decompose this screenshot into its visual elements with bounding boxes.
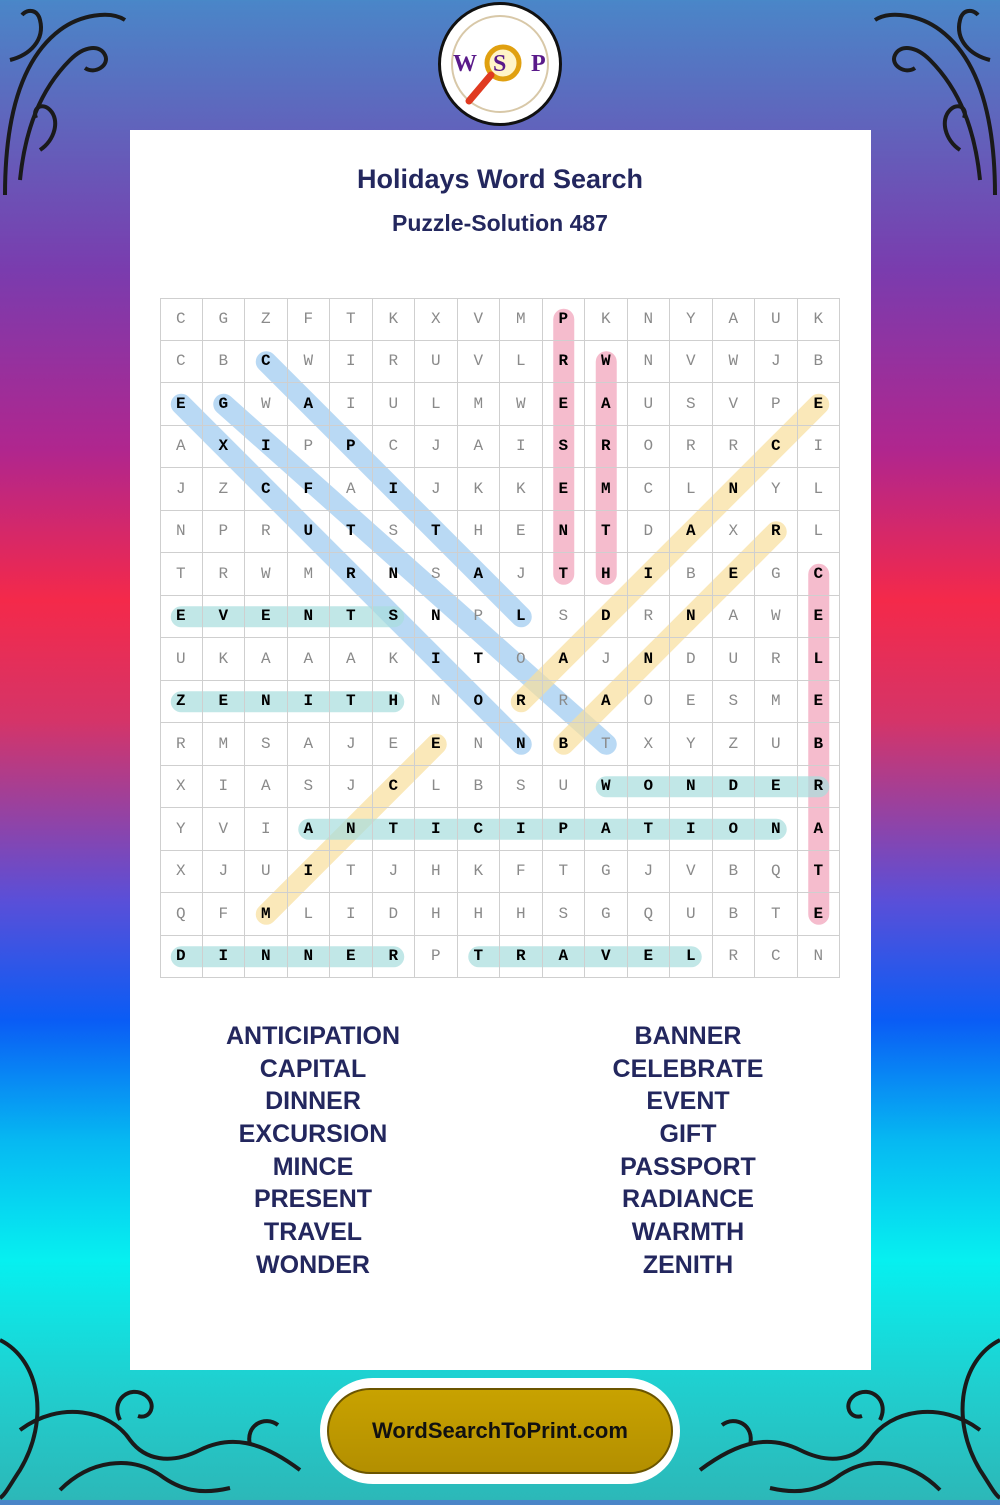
grid-cell[interactable]: P xyxy=(203,511,246,554)
grid-cell[interactable]: M xyxy=(203,723,246,766)
grid-cell[interactable]: N xyxy=(670,766,713,809)
grid-cell[interactable]: E xyxy=(373,723,416,766)
grid-cell[interactable]: S xyxy=(373,511,416,554)
word-list-right xyxy=(523,1020,853,1282)
grid-cell[interactable]: Q xyxy=(628,893,671,936)
grid-cell[interactable]: A xyxy=(288,638,331,681)
grid-cell[interactable]: U xyxy=(288,511,331,554)
grid-cell[interactable]: U xyxy=(755,723,798,766)
word-list-item: CELEBRATE xyxy=(612,1054,764,1083)
grid-cell[interactable]: R xyxy=(755,511,798,554)
grid-cell[interactable]: T xyxy=(543,851,586,894)
logo-letter-p: P xyxy=(531,51,546,77)
wsp-logo[interactable] xyxy=(438,2,562,126)
grid-cell[interactable]: S xyxy=(543,596,586,639)
grid-cell[interactable]: P xyxy=(330,426,373,469)
grid-cell[interactable]: N xyxy=(798,936,841,979)
grid-cell[interactable]: V xyxy=(670,341,713,384)
grid-cell[interactable]: R xyxy=(330,553,373,596)
grid-cell[interactable]: Y xyxy=(755,468,798,511)
grid-cell[interactable]: M xyxy=(288,553,331,596)
grid-cell[interactable]: E xyxy=(543,383,586,426)
grid-cell[interactable]: N xyxy=(628,298,671,341)
grid-cell[interactable]: A xyxy=(160,426,203,469)
grid-cell[interactable]: Z xyxy=(203,468,246,511)
grid-cell[interactable]: I xyxy=(203,766,246,809)
grid-cell[interactable]: I xyxy=(373,468,416,511)
grid-cell[interactable]: E xyxy=(628,936,671,979)
grid-cell[interactable]: X xyxy=(628,723,671,766)
grid-cell[interactable]: E xyxy=(798,893,841,936)
grid-cell[interactable]: Z xyxy=(245,298,288,341)
logo-letter-s: S xyxy=(493,51,507,77)
grid-cell[interactable]: T xyxy=(330,511,373,554)
grid-cell[interactable]: H xyxy=(458,893,501,936)
grid-cell[interactable]: I xyxy=(670,808,713,851)
grid-cell[interactable]: T xyxy=(160,553,203,596)
grid-cell[interactable]: X xyxy=(160,851,203,894)
grid-cell[interactable]: N xyxy=(500,723,543,766)
grid-cell[interactable]: A xyxy=(585,681,628,724)
grid-cell[interactable]: R xyxy=(628,596,671,639)
grid-cell[interactable]: L xyxy=(798,468,841,511)
grid-cell[interactable]: X xyxy=(160,766,203,809)
grid-cell[interactable]: T xyxy=(415,511,458,554)
grid-cell[interactable]: K xyxy=(373,638,416,681)
grid-cell[interactable]: A xyxy=(798,808,841,851)
grid-cell[interactable]: Y xyxy=(670,298,713,341)
grid-cell[interactable]: E xyxy=(798,383,841,426)
grid-cell[interactable]: L xyxy=(670,936,713,979)
grid-cell[interactable]: X xyxy=(415,298,458,341)
grid-cell[interactable]: P xyxy=(458,596,501,639)
grid-cell[interactable]: B xyxy=(543,723,586,766)
grid-cell[interactable]: L xyxy=(670,468,713,511)
grid-cell[interactable]: I xyxy=(245,426,288,469)
grid-cell[interactable]: U xyxy=(373,383,416,426)
grid-cell[interactable]: R xyxy=(713,426,756,469)
grid-cell[interactable]: R xyxy=(373,936,416,979)
grid-cell[interactable]: D xyxy=(585,596,628,639)
grid-cell[interactable]: J xyxy=(203,851,246,894)
word-list-item: WONDER xyxy=(256,1250,370,1279)
grid-cell[interactable]: E xyxy=(500,511,543,554)
grid-cell[interactable]: E xyxy=(203,681,246,724)
grid-cell[interactable]: C xyxy=(755,936,798,979)
grid-cell[interactable]: A xyxy=(713,298,756,341)
grid-cell[interactable]: S xyxy=(713,681,756,724)
grid-cell[interactable]: B xyxy=(458,766,501,809)
grid-cell[interactable]: N xyxy=(415,596,458,639)
grid-cell[interactable]: V xyxy=(670,851,713,894)
grid-cell[interactable]: N xyxy=(628,341,671,384)
grid-cell[interactable]: N xyxy=(713,468,756,511)
grid-cell[interactable]: A xyxy=(288,723,331,766)
grid-cell[interactable]: W xyxy=(585,341,628,384)
grid-cell[interactable]: A xyxy=(543,638,586,681)
grid-cell[interactable]: N xyxy=(330,808,373,851)
grid-cell[interactable]: C xyxy=(245,341,288,384)
grid-cell[interactable]: V xyxy=(585,936,628,979)
grid-cell[interactable]: R xyxy=(203,553,246,596)
grid-cell[interactable]: R xyxy=(798,766,841,809)
grid-cell[interactable]: T xyxy=(755,893,798,936)
grid-cell[interactable]: E xyxy=(415,723,458,766)
grid-cell[interactable]: V xyxy=(203,808,246,851)
grid-cell[interactable]: A xyxy=(330,638,373,681)
grid-cell[interactable]: X xyxy=(203,426,246,469)
grid-cell[interactable]: G xyxy=(203,383,246,426)
grid-cell[interactable]: V xyxy=(713,383,756,426)
word-list-item: BANNER xyxy=(634,1022,742,1050)
grid-cell[interactable]: W xyxy=(713,341,756,384)
grid-cell[interactable]: I xyxy=(415,638,458,681)
grid-cell[interactable]: T xyxy=(330,851,373,894)
grid-cell[interactable]: A xyxy=(330,468,373,511)
grid-cell[interactable]: Z xyxy=(713,723,756,766)
grid-cell[interactable]: A xyxy=(288,383,331,426)
grid-cell[interactable]: K xyxy=(373,298,416,341)
grid-cell[interactable]: C xyxy=(373,426,416,469)
grid-cell[interactable]: G xyxy=(203,298,246,341)
grid-cell[interactable]: C xyxy=(798,553,841,596)
grid-cell[interactable]: C xyxy=(160,298,203,341)
grid-cell[interactable]: K xyxy=(585,298,628,341)
word-list-item: RADIANCE xyxy=(622,1185,754,1214)
grid-cell[interactable]: M xyxy=(458,383,501,426)
grid-cell[interactable]: I xyxy=(330,383,373,426)
grid-cell[interactable]: R xyxy=(543,681,586,724)
grid-cell[interactable]: I xyxy=(798,426,841,469)
grid-cell[interactable]: A xyxy=(543,936,586,979)
grid-cell[interactable]: J xyxy=(373,851,416,894)
grid-cell[interactable]: H xyxy=(585,553,628,596)
grid-cell[interactable]: I xyxy=(500,426,543,469)
grid-cell[interactable]: C xyxy=(458,808,501,851)
grid-cell[interactable]: J xyxy=(585,638,628,681)
grid-cell[interactable]: T xyxy=(585,511,628,554)
grid-cell[interactable]: J xyxy=(500,553,543,596)
grid-cell[interactable]: B xyxy=(798,723,841,766)
word-search-grid xyxy=(160,298,840,978)
grid-cell[interactable]: R xyxy=(373,341,416,384)
grid-cell[interactable]: S xyxy=(373,596,416,639)
grid-cell[interactable]: A xyxy=(458,553,501,596)
grid-cell[interactable]: T xyxy=(798,851,841,894)
grid-cell[interactable]: P xyxy=(543,298,586,341)
grid-cell[interactable]: E xyxy=(670,681,713,724)
grid-cell[interactable]: I xyxy=(500,808,543,851)
grid-cell[interactable]: S xyxy=(415,553,458,596)
grid-cell[interactable]: B xyxy=(713,893,756,936)
grid-cell[interactable]: N xyxy=(160,511,203,554)
word-list-item: ZENITH xyxy=(642,1250,734,1279)
grid-cell[interactable]: N xyxy=(543,511,586,554)
grid-cell[interactable]: A xyxy=(245,766,288,809)
grid-cell[interactable]: L xyxy=(500,341,543,384)
grid-cell[interactable]: A xyxy=(713,596,756,639)
grid-cell[interactable]: S xyxy=(500,766,543,809)
grid-cell[interactable]: E xyxy=(330,936,373,979)
grid-cell[interactable]: R xyxy=(160,723,203,766)
grid-cell[interactable]: L xyxy=(415,383,458,426)
grid-cell[interactable]: K xyxy=(500,468,543,511)
grid-cell[interactable]: Z xyxy=(160,681,203,724)
grid-cell[interactable]: D xyxy=(670,638,713,681)
grid-cell[interactable]: T xyxy=(330,596,373,639)
grid-cell[interactable]: W xyxy=(245,383,288,426)
word-list-item: EXCURSION xyxy=(238,1120,388,1149)
grid-cell[interactable]: C xyxy=(373,766,416,809)
grid-cell[interactable]: E xyxy=(713,553,756,596)
grid-cell[interactable]: H xyxy=(415,893,458,936)
grid-cell[interactable]: C xyxy=(245,468,288,511)
grid-cell[interactable]: N xyxy=(458,723,501,766)
grid-cell[interactable]: A xyxy=(670,511,713,554)
grid-cell[interactable]: J xyxy=(330,766,373,809)
grid-cell[interactable]: G xyxy=(755,553,798,596)
grid-cell[interactable]: R xyxy=(500,681,543,724)
grid-cell[interactable]: F xyxy=(288,468,331,511)
word-list-item: PRESENT xyxy=(253,1185,373,1214)
grid-cell[interactable]: S xyxy=(543,426,586,469)
grid-cell[interactable]: Y xyxy=(670,723,713,766)
grid-cell[interactable]: D xyxy=(160,936,203,979)
grid-cell[interactable]: B xyxy=(798,341,841,384)
grid-cell[interactable]: D xyxy=(713,766,756,809)
grid-cell[interactable]: O xyxy=(628,766,671,809)
grid-cell[interactable]: R xyxy=(585,426,628,469)
grid-cell[interactable]: M xyxy=(585,468,628,511)
grid-cell[interactable]: B xyxy=(670,553,713,596)
grid-cell[interactable]: C xyxy=(160,341,203,384)
grid-cell[interactable]: O xyxy=(628,681,671,724)
grid-cell[interactable]: W xyxy=(245,553,288,596)
grid-cell[interactable]: N xyxy=(755,808,798,851)
grid-cell[interactable]: E xyxy=(160,596,203,639)
grid-cell[interactable]: M xyxy=(500,298,543,341)
grid-cell[interactable]: K xyxy=(203,638,246,681)
grid-cell[interactable]: L xyxy=(288,893,331,936)
grid-cell[interactable]: N xyxy=(415,681,458,724)
grid-cell[interactable]: F xyxy=(288,298,331,341)
grid-cell[interactable]: H xyxy=(373,681,416,724)
grid-cell[interactable]: T xyxy=(330,681,373,724)
grid-cell[interactable]: I xyxy=(330,341,373,384)
grid-cell[interactable]: A xyxy=(288,808,331,851)
grid-cell[interactable]: J xyxy=(415,468,458,511)
grid-cell[interactable]: V xyxy=(458,341,501,384)
grid-cell[interactable]: N xyxy=(288,936,331,979)
grid-cell[interactable]: J xyxy=(415,426,458,469)
grid-cell[interactable]: T xyxy=(458,936,501,979)
grid-cell[interactable]: R xyxy=(500,936,543,979)
grid-cell[interactable]: J xyxy=(628,851,671,894)
logo-letter-w: W xyxy=(453,51,477,77)
grid-cell[interactable]: E xyxy=(798,681,841,724)
word-list-item: ANTICIPATION xyxy=(225,1022,401,1050)
grid-cell[interactable]: D xyxy=(628,511,671,554)
grid-cell[interactable]: M xyxy=(245,893,288,936)
grid-cell[interactable]: T xyxy=(458,638,501,681)
grid-cell[interactable]: A xyxy=(245,638,288,681)
grid-cell[interactable]: U xyxy=(670,893,713,936)
word-list-item: GIFT xyxy=(659,1120,717,1149)
grid-cell[interactable]: O xyxy=(500,638,543,681)
grid-cell[interactable]: Q xyxy=(755,851,798,894)
grid-cell[interactable]: U xyxy=(713,638,756,681)
grid-cell[interactable]: B xyxy=(713,851,756,894)
grid-cell[interactable]: N xyxy=(245,681,288,724)
word-list-item: TRAVEL xyxy=(263,1218,363,1247)
grid-cell[interactable]: W xyxy=(755,596,798,639)
page-subtitle: Puzzle-Solution 487 xyxy=(392,210,608,236)
grid-cell[interactable]: V xyxy=(458,298,501,341)
grid-cell[interactable]: S xyxy=(245,723,288,766)
grid-cell[interactable]: I xyxy=(245,808,288,851)
grid-cell[interactable]: T xyxy=(628,808,671,851)
grid-cell[interactable]: W xyxy=(288,341,331,384)
grid-cell[interactable]: W xyxy=(500,383,543,426)
grid-cell[interactable]: U xyxy=(543,766,586,809)
grid-cell[interactable]: U xyxy=(628,383,671,426)
grid-cell[interactable]: R xyxy=(670,426,713,469)
grid-cell[interactable]: I xyxy=(288,681,331,724)
grid-cell[interactable]: E xyxy=(543,468,586,511)
grid-cell[interactable]: Y xyxy=(160,808,203,851)
grid-cell[interactable]: T xyxy=(543,553,586,596)
grid-cell[interactable]: U xyxy=(245,851,288,894)
grid-cell[interactable]: E xyxy=(245,596,288,639)
grid-cell[interactable]: R xyxy=(713,936,756,979)
grid-cell[interactable]: R xyxy=(245,511,288,554)
grid-cell[interactable]: C xyxy=(755,426,798,469)
grid-cell[interactable]: V xyxy=(203,596,246,639)
grid-cell[interactable]: I xyxy=(415,808,458,851)
grid-cell[interactable]: I xyxy=(288,851,331,894)
grid-cell[interactable]: B xyxy=(203,341,246,384)
grid-cell[interactable]: G xyxy=(585,893,628,936)
grid-cell[interactable]: H xyxy=(458,511,501,554)
grid-cell[interactable]: J xyxy=(755,341,798,384)
word-list-item: EVENT xyxy=(646,1087,730,1116)
grid-cell[interactable]: I xyxy=(330,893,373,936)
grid-cell[interactable]: T xyxy=(330,298,373,341)
grid-cell[interactable]: L xyxy=(798,638,841,681)
grid-cell[interactable]: S xyxy=(288,766,331,809)
grid-cell[interactable]: E xyxy=(160,383,203,426)
word-list-left xyxy=(148,1020,478,1282)
page-title: Holidays Word Search xyxy=(356,164,644,194)
grid-cell[interactable]: T xyxy=(585,723,628,766)
grid-cell[interactable]: L xyxy=(500,596,543,639)
grid-cell[interactable]: C xyxy=(628,468,671,511)
grid-cell[interactable]: D xyxy=(373,893,416,936)
grid-cell[interactable]: S xyxy=(543,893,586,936)
grid-cell[interactable]: T xyxy=(373,808,416,851)
grid-cell[interactable]: F xyxy=(500,851,543,894)
grid-cell[interactable]: N xyxy=(245,936,288,979)
grid-cell[interactable]: N xyxy=(628,638,671,681)
grid-cell[interactable]: N xyxy=(373,553,416,596)
site-url: WordSearchToPrint.com xyxy=(372,1418,628,1443)
grid-cell[interactable]: L xyxy=(798,511,841,554)
word-list-item: WARMTH xyxy=(631,1218,745,1247)
grid-cell[interactable]: E xyxy=(755,766,798,809)
grid-cell[interactable]: P xyxy=(755,383,798,426)
site-banner[interactable] xyxy=(320,1378,680,1484)
grid-cell[interactable]: K xyxy=(458,851,501,894)
grid-cell[interactable]: P xyxy=(288,426,331,469)
grid-cell[interactable]: I xyxy=(203,936,246,979)
grid-cell[interactable]: G xyxy=(585,851,628,894)
word-list-item: PASSPORT xyxy=(620,1152,756,1181)
grid-cell[interactable]: O xyxy=(628,426,671,469)
grid-cell[interactable]: I xyxy=(628,553,671,596)
grid-cell[interactable]: R xyxy=(755,638,798,681)
grid-cell[interactable]: F xyxy=(203,893,246,936)
grid-cell[interactable]: A xyxy=(585,808,628,851)
grid-cell[interactable]: A xyxy=(585,383,628,426)
word-list-item: DINNER xyxy=(265,1087,361,1116)
grid-cell[interactable]: E xyxy=(798,596,841,639)
grid-cell[interactable]: U xyxy=(160,638,203,681)
grid-cell[interactable]: W xyxy=(585,766,628,809)
grid-cell[interactable]: P xyxy=(415,936,458,979)
word-list-item: MINCE xyxy=(272,1152,354,1181)
grid-cell[interactable]: R xyxy=(543,341,586,384)
word-list-item: CAPITAL xyxy=(259,1054,367,1083)
grid-cell[interactable]: J xyxy=(160,468,203,511)
grid-cell[interactable]: O xyxy=(713,808,756,851)
grid-cell[interactable]: N xyxy=(670,596,713,639)
grid-cell[interactable]: M xyxy=(755,681,798,724)
grid-cell[interactable]: U xyxy=(415,341,458,384)
grid-cell[interactable]: L xyxy=(415,766,458,809)
grid-cell[interactable]: K xyxy=(458,468,501,511)
grid-cell[interactable]: H xyxy=(415,851,458,894)
grid-cell[interactable]: A xyxy=(458,426,501,469)
site-banner-plate xyxy=(327,1388,673,1474)
grid-cell[interactable]: N xyxy=(288,596,331,639)
grid-cell[interactable]: O xyxy=(458,681,501,724)
grid-cell[interactable]: K xyxy=(798,298,841,341)
grid-cell[interactable]: P xyxy=(543,808,586,851)
grid-cell[interactable]: U xyxy=(755,298,798,341)
grid-cell[interactable]: S xyxy=(670,383,713,426)
grid-cell[interactable]: H xyxy=(500,893,543,936)
grid-cell[interactable]: Q xyxy=(160,893,203,936)
grid-cell[interactable]: J xyxy=(330,723,373,766)
grid-cell[interactable]: X xyxy=(713,511,756,554)
